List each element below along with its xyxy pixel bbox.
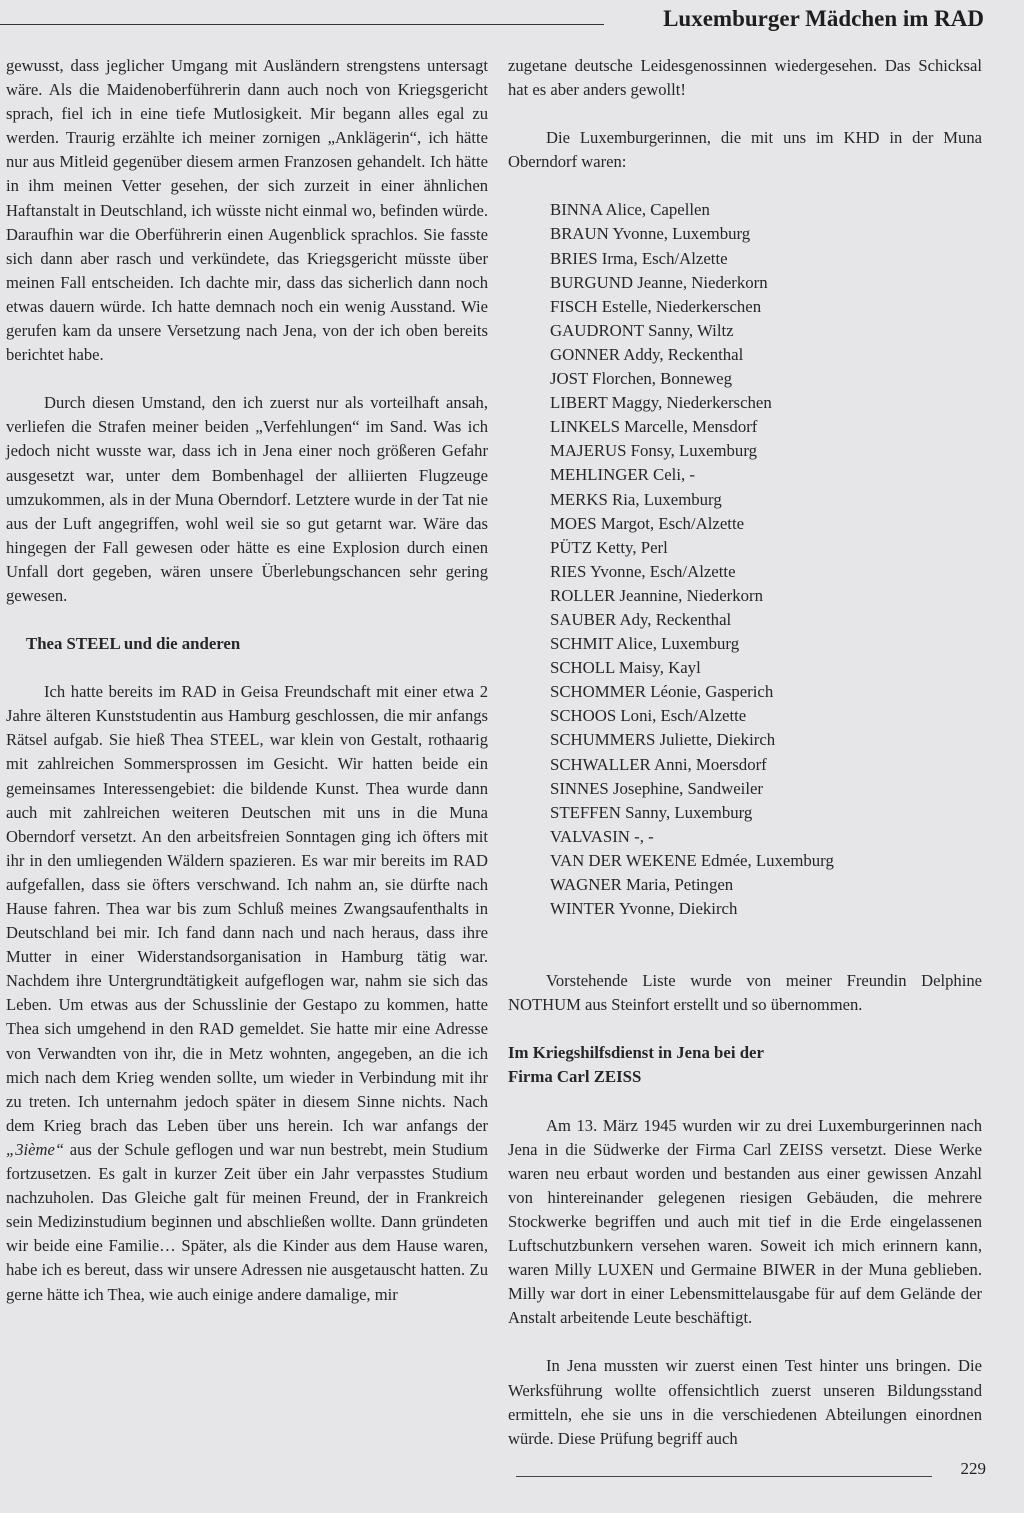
member-details: Sanny, Luxemburg xyxy=(625,802,753,822)
left-paragraph-3-end: aus der Schule geflogen und war nun bestrebt, mein Studium fortzusetzen. Es galt in kurzer Zeit über ein Jahr verpasstes Studium nachzuholen. Das Gleiche galt für meinen Freund, der in Frankreich sein Medizinstudium beginnen und abschließen wollte. Dann gründeten wir beide eine Familie… Später, als die Kinder aus dem Hause waren, habe ich es bereut, dass wir unsere Adressen nie ausgetauscht hatten. Zu gerne hätte ich Thea, wie auch einige andere damalige, mir xyxy=(6,1139,488,1304)
left-paragraph-3 xyxy=(6,680,488,1306)
member-list-item xyxy=(550,463,982,487)
member-list-item xyxy=(550,319,982,343)
page-number: 229 xyxy=(960,1459,986,1478)
left-paragraph-3-start: Ich hatte bereits im RAD in Geisa Freundschaft mit einer etwa 2 Jahre älteren Kunststudentin aus Hamburg geschlossen, die mir anfangs Rätsel aufgab. Sie hieß Thea STEEL, war klein von Gestalt, rothaarig mit zahlreichen Sommersprossen im Gesicht. Wir hatten beide ein gemeinsames Interessengebiet: die bildende Kunst. Thea wurde dann auch mit zahlreichen weiteren Deutschen mit uns in die Muna Oberndorf versetzt. An den arbeitsfreien Sonntagen ging ich öfters mit ihr in den umliegenden Wäldern spazieren. Es war mir bereits im RAD aufgefallen, dass sie öfters verschwand. Ich nahm an, sie dürfte nach Hause fahren. Thea war bis zum Schluß meines Zwangsaufenthalts in Deutschland bei mir. Ich fand dann nach und nach heraus, dass ihre Mutter in einer Widerstandsorganisation in Hamburg tätig war. Nachdem ihre Untergrundtätigkeit aufgeflogen war, nahm sie sich das Leben. Um etwas aus der Schusslinie der Gestapo zu kommen, hatte Thea sich umgehend in den RAD gemeldet. Sie hatte mir eine Adresse von Verwandten von ihr, die in Metz wohnten, angegeben, an die ich mich nach dem Krieg wenden sollte, um wieder in Verbindung mit ihr zu treten. Ich unternahm jedoch später in diesem Sinne nichts. Nach dem Krieg brach das Leben über uns herein. Ich war anfangs der xyxy=(6,682,488,1135)
right-paragraph-2: Die Luxemburgerinnen, die mit uns im KHD in der Muna Oberndorf waren: xyxy=(508,128,982,172)
right-column xyxy=(508,54,982,1451)
member-list-item xyxy=(550,704,982,728)
member-details: Edmée, Luxemburg xyxy=(700,850,834,870)
member-surname: MOES xyxy=(550,513,597,533)
member-surname: MERKS xyxy=(550,489,608,509)
member-list-item xyxy=(550,777,982,801)
member-list-item xyxy=(550,271,982,295)
member-surname: MEHLINGER xyxy=(550,465,649,485)
member-surname: RIES xyxy=(550,561,587,581)
member-surname: BRAUN xyxy=(550,224,609,244)
member-list-item xyxy=(550,560,982,584)
member-list-item xyxy=(550,488,982,512)
member-list-item xyxy=(550,295,982,319)
member-list-item xyxy=(550,632,982,656)
member-details: Anni, Moersdorf xyxy=(653,754,767,774)
member-details: Yvonne, Diekirch xyxy=(618,899,738,919)
member-surname: PÜTZ xyxy=(550,537,592,557)
left-paragraph-1: gewusst, dass jeglicher Umgang mit Ausländern strengstens untersagt wäre. Als die Maidenoberführerin dann auch noch von Kriegsgericht sprach, fiel ich in eine tiefe Mutlosigkeit. Mir begann alles egal zu werden. Traurig erzählte ich meiner zornigen „Anklägerin“, ich hätte nur aus Mitleid gegenüber diesem armen Franzosen gehandelt. Ich hätte in ihm meinen Vetter gesehen, der sich zurzeit in einer ähnlichen Haftanstalt in Deutschland, ich wüsste nicht einmal wo, befinden würde. Daraufhin war die Oberführerin einen Augenblick sprachlos. Sie fasste sich dann aber rasch und verkündete, das Kriegsgericht müsste über meinen Fall entscheiden. Ich dachte mir, dass das sicherlich dann noch etwas dauern würde. Ich hatte demnach noch ein wenig Ausstand. Wie gerufen kam da unsere Versetzung nach Jena, von der ich oben bereits berichtet habe. xyxy=(6,56,489,365)
member-details: Jeanne, Niederkorn xyxy=(637,272,768,292)
member-list-item xyxy=(550,680,982,704)
member-surname: SCHWALLER xyxy=(550,754,651,774)
left-paragraph-3-italic: „3ième“ xyxy=(6,1139,65,1159)
member-surname: STEFFEN xyxy=(550,802,621,822)
member-surname: VALVASIN xyxy=(550,826,630,846)
member-details: Alice, Luxemburg xyxy=(616,634,740,654)
member-list-item xyxy=(550,512,982,536)
member-surname: SCHUMMERS xyxy=(550,730,656,750)
member-surname: LIBERT xyxy=(550,393,608,413)
member-details: Maria, Petingen xyxy=(625,875,734,894)
member-list-item xyxy=(550,608,982,632)
member-list-item xyxy=(550,367,982,391)
running-head: Luxemburger Mädchen im RAD xyxy=(663,6,984,31)
member-surname: JOST xyxy=(550,369,588,389)
member-details: Addy, Reckenthal xyxy=(623,344,744,364)
member-list-item xyxy=(550,753,982,777)
member-list-item xyxy=(550,656,982,680)
member-details: Juliette, Diekirch xyxy=(659,730,776,750)
member-list xyxy=(508,198,982,921)
member-surname: SCHOOS xyxy=(550,706,617,726)
member-list-item xyxy=(550,897,982,921)
bottom-rule xyxy=(516,1476,932,1477)
member-list-item xyxy=(550,247,982,271)
member-details: Sanny, Wiltz xyxy=(648,320,734,340)
member-list-item xyxy=(550,849,982,873)
member-surname: LINKELS xyxy=(550,417,620,437)
member-surname: VAN DER WEKENE xyxy=(550,850,697,870)
left-column xyxy=(6,54,488,1307)
member-list-item xyxy=(550,536,982,560)
member-details: Maggy, Niederkerschen xyxy=(611,393,772,413)
member-list-item xyxy=(550,801,982,825)
left-paragraph-2: Durch diesen Umstand, den ich zuerst nur als vorteilhaft ansah, verliefen die Strafen meiner beiden „Verfehlungen“ im Sand. Was ich jedoch nicht wusste war, dass ich in Jena einer noch größeren Gefahr ausgesetzt war, unter dem Bombenhagel der alliierten Flugzeuge umzukommen, als in der Muna Oberndorf. Letztere wurde in der Tat nie aus der Luft angegriffen, wohl weil sie so gut getarnt war. Wäre das hingegen der Fall gewesen oder hätte es eine Explosion durch einen Unfall dort gegeben, wären unsere Überlebungschancen sehr gering gewesen. xyxy=(6,393,488,605)
member-surname: BINNA xyxy=(550,200,603,220)
member-surname: ROLLER xyxy=(550,585,616,605)
member-list-item xyxy=(550,343,982,367)
member-details: Josephine, Sandweiler xyxy=(612,778,764,798)
member-details: Alice, Capellen xyxy=(605,200,710,220)
member-surname: WAGNER xyxy=(550,875,622,894)
member-list-item xyxy=(550,439,982,463)
member-details: Marcelle, Mensdorf xyxy=(624,417,758,437)
member-details: Ria, Luxemburg xyxy=(612,489,722,509)
member-surname: MAJERUS xyxy=(550,441,627,461)
member-details: Estelle, Niederkerschen xyxy=(601,296,762,316)
member-surname: WINTER xyxy=(550,899,616,919)
member-details: Florchen, Bonneweg xyxy=(592,369,732,389)
member-surname: FISCH xyxy=(550,296,598,316)
member-details: Ady, Reckenthal xyxy=(619,609,732,629)
member-details: Celi, - xyxy=(653,465,695,485)
member-list-item xyxy=(550,198,982,222)
member-list-item xyxy=(550,728,982,752)
right-paragraph-3: Vorstehende Liste wurde von meiner Freundin Delphine NOTHUM aus Steinfort erstellt und so übernommen. xyxy=(508,971,982,1015)
member-surname: SCHMIT xyxy=(550,634,614,654)
member-list-item xyxy=(550,825,982,849)
member-details: Yvonne, Luxemburg xyxy=(612,224,751,244)
member-surname: SAUBER xyxy=(550,609,617,629)
section-heading-zeiss xyxy=(508,1041,982,1089)
right-paragraph-5: In Jena mussten wir zuerst einen Test hinter uns bringen. Die Werksführung wollte offensichtlich zuerst unseren Bildungsstand ermitteln, ehe sie uns in die verschiedenen Abteilungen einordnen würde. Diese Prüfung begriff auch xyxy=(508,1356,982,1448)
member-details: Yvonne, Esch/Alzette xyxy=(589,561,736,581)
right-paragraph-4: Am 13. März 1945 wurden wir zu drei Luxemburgerinnen nach Jena in die Südwerke der Firma Carl ZEISS versetzt. Diese Werke waren neu erbaut worden und bestanden aus einer gewissen Anzahl von hintereinander gelegenen riesigen Gebäuden, die mehrere Stockwerke begriffen und auch mit tief in die Erde eingelassenen Luftschutzbunkern versehen waren. Soweit ich mich erinnern kann, waren Milly LUXEN und Germaine BIWER in der Muna geblieben. Milly war dort in einer Lebensmittelausgabe für auf dem Gelände der Anstalt arbeitende Leute beschäftigt. xyxy=(508,1115,982,1328)
member-details: Maisy, Kayl xyxy=(618,658,701,678)
member-details: Margot, Esch/Alzette xyxy=(600,513,745,533)
member-surname: SCHOLL xyxy=(550,658,615,678)
right-paragraph-1: zugetane deutsche Leidesgenossinnen wiedergesehen. Das Schicksal hat es aber anders gewollt! xyxy=(508,56,982,100)
member-details: -, - xyxy=(634,826,654,846)
member-details: Jeannine, Niederkorn xyxy=(619,585,763,605)
member-details: Ketty, Perl xyxy=(596,537,668,557)
member-surname: BRIES xyxy=(550,248,598,268)
member-details: Irma, Esch/Alzette xyxy=(601,248,728,268)
member-surname: SINNES xyxy=(550,778,609,798)
member-list-item xyxy=(550,222,982,246)
section-heading-thea-steel: Thea STEEL und die anderen xyxy=(26,634,241,654)
member-list-item xyxy=(550,873,982,897)
member-details: Fonsy, Luxemburg xyxy=(630,441,757,461)
section-heading-zeiss-line-1: Im Kriegshilfsdienst in Jena bei der xyxy=(508,1043,764,1063)
section-heading-zeiss-line-2: Firma Carl ZEISS xyxy=(508,1067,642,1087)
member-surname: GAUDRONT xyxy=(550,320,644,340)
top-rule xyxy=(0,24,604,25)
member-list-item xyxy=(550,584,982,608)
member-list-item xyxy=(550,415,982,439)
member-surname: SCHOMMER xyxy=(550,682,647,702)
member-surname: GONNER xyxy=(550,344,620,364)
member-details: Léonie, Gasperich xyxy=(650,682,774,702)
member-details: Loni, Esch/Alzette xyxy=(620,706,747,726)
member-list-item xyxy=(550,391,982,415)
member-surname: BURGUND xyxy=(550,272,633,292)
